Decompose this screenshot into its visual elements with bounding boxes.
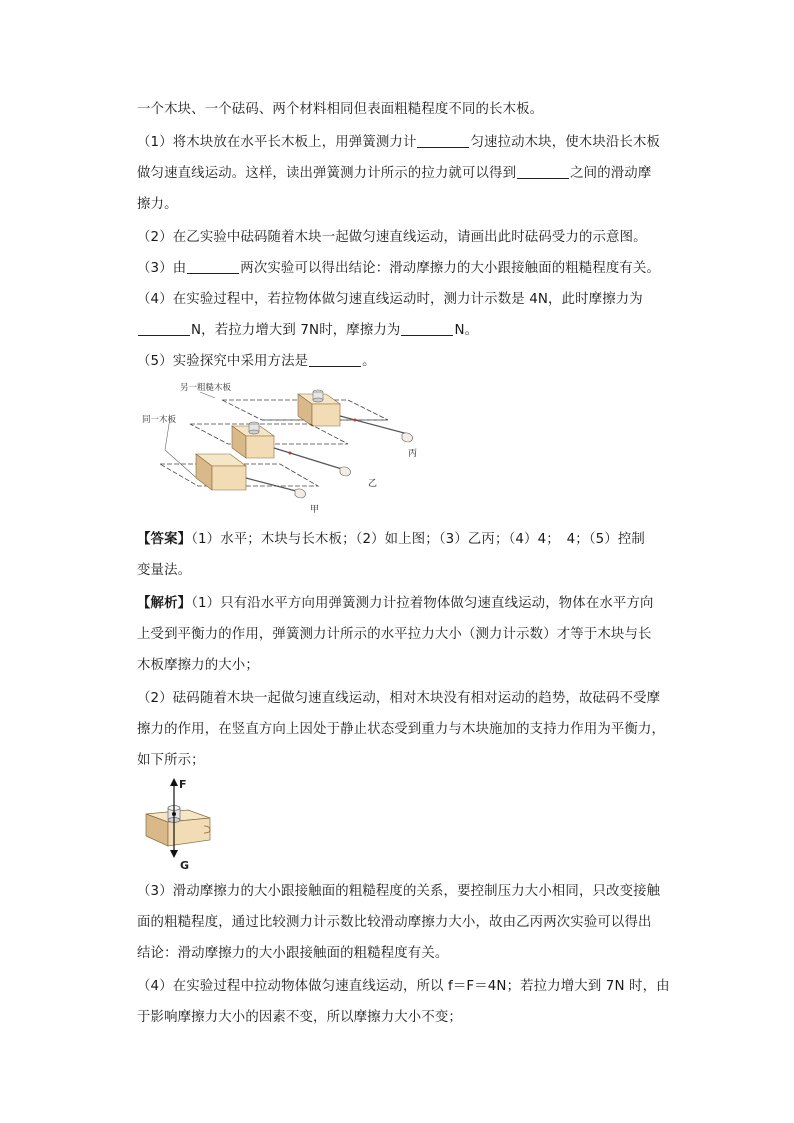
answer-blank [517,164,569,179]
label-bing: 丙 [408,449,418,459]
explanation-line-9: 结论：滑动摩擦力的大小跟接触面的粗糙程度有关。 [137,946,449,961]
hand-icon [402,433,413,442]
spring-scale [274,448,345,470]
hand-icon [295,489,306,498]
label-same-board: 同一木板 [142,415,177,425]
explanation-line-4: （2）砝码随着木块一起做匀速直线运动，相对木块没有相对运动的趋势，故砝码不受摩 [137,691,661,706]
label-other-board: 另一粗糙木板 [180,383,232,393]
force-label-f: F [179,778,187,791]
explanation-line-2: 上受到平衡力的作用，弹簧测力计所示的水平拉力大小（测力计示数）才等于木块与长 [137,627,652,642]
question-1-line-2: 做匀速直线运动。这样，读出弹簧测力计所示的拉力就可以得到 之间的滑动摩 [137,166,652,181]
explanation-line-8: 面的粗糙程度，通过比较测力计示数比较滑动摩擦力大小，故由乙丙两次实验可以得出 [137,915,652,930]
label-yi: 乙 [368,479,378,489]
arrowhead-down-icon [170,850,178,858]
block-yi [232,422,274,458]
question-5-line: （5）实验探究中采用方法是 。 [137,354,376,369]
experiment-setup-figure [140,378,440,518]
explanation-line-5: 擦力的作用，在竖直方向上因处于静止状态受到重力与木块施加的支持力作用为平衡力， [137,722,666,737]
explanation-line-6: 如下所示； [137,753,205,768]
answer-blank [309,352,361,367]
explanation-line-10: （4）在实验过程中拉动物体做匀速直线运动，所以 f＝F＝4N；若拉力增大到 7N 时，由 [137,979,670,994]
question-1-line-3: 擦力。 [137,197,178,212]
explanation-line-11: 于影响摩擦力大小的因素不变，所以摩擦力大小不变； [137,1010,462,1025]
question-4-line-1: （4）在实验过程中，若拉物体做匀速直线运动时，测力计示数是 4N，此时摩擦力为 [137,292,643,307]
answer-blank [138,321,190,336]
intro-line: 一个木块、一个砝码、两个材料相同但表面粗糙程度不同的长木板。 [137,102,544,117]
answer-line-1: 【答案】（1）水平；木块与长木板；（2）如上图；（3）乙丙；（4）4； 4；（5）控制 [137,532,645,547]
answer-blank [187,259,239,274]
force-diagram-figure [140,772,230,872]
arrowhead-up-icon [170,778,178,786]
spring-scale [246,478,300,492]
force-label-g: G [180,859,190,872]
hand-icon [340,467,351,476]
label-pointer [165,418,200,481]
spring-scale [340,416,408,434]
question-1-line-1: （1）将木块放在水平长木板上，用弹簧测力计 匀速拉动木块，使木块沿长木板 [137,135,661,150]
question-3-line: （3）由 两次实验可以得出结论：滑动摩擦力的大小跟接触面的粗糙程度有关。 [137,261,661,276]
question-4-line-2: N，若拉力增大到 7N时，摩擦力为 N。 [137,321,478,341]
label-jia: 甲 [310,505,320,515]
explanation-line-3: 木板摩擦力的大小； [137,658,259,673]
answer-line-2: 变量法。 [137,563,192,578]
block-jia [196,454,246,490]
explanation-line-1: 【解析】（1）只有沿水平方向用弹簧测力计拉着物体做匀速直线运动，物体在水平方向 [137,596,654,611]
answer-blank [417,133,469,148]
question-2-line: （2）在乙实验中砝码随着木块一起做匀速直线运动，请画出此时砝码受力的示意图。 [137,230,647,245]
block-bing [298,390,340,426]
answer-blank [401,321,453,336]
explanation-line-7: （3）滑动摩擦力的大小跟接触面的粗糙程度的关系，要控制压力大小相同，只改变接触 [137,884,661,899]
